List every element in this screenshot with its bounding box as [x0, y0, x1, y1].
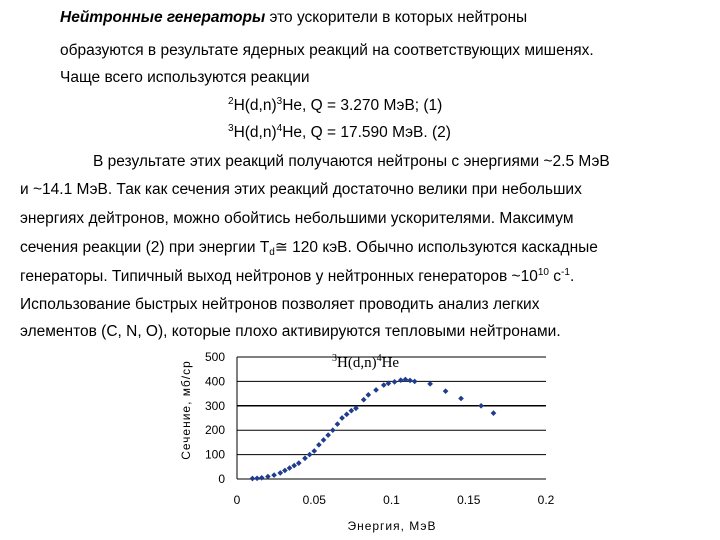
p2-l4-b: ≅ 120 кэВ. Обычно используются каскадные: [274, 239, 598, 256]
y-tick-0: 0: [218, 472, 225, 486]
data-point-10: [302, 455, 308, 461]
data-point-23: [365, 392, 371, 398]
y-tick-400: 400: [204, 374, 225, 389]
x-tick-0.2: 0.2: [537, 493, 555, 507]
chart-axes: [237, 357, 546, 479]
r1-iso-a: 2: [228, 96, 234, 107]
data-point-1: [254, 475, 260, 481]
data-point-27: [392, 379, 398, 385]
paragraph-1-line-3: Чаще всего используются реакции: [60, 69, 310, 86]
title-iso-a: 3: [332, 353, 337, 364]
data-point-14: [321, 437, 327, 443]
paragraph-2-line-2: и ~14.1 МэВ. Так как сечения этих реакций достаточно велики при небольших: [20, 181, 582, 198]
data-point-36: [491, 410, 497, 416]
data-point-4: [271, 472, 277, 478]
data-point-5: [277, 470, 283, 476]
data-point-25: [381, 382, 387, 388]
y-tick-300: 300: [204, 398, 225, 413]
data-point-20: [349, 408, 355, 414]
data-point-30: [407, 378, 413, 384]
x-tick-labels: [234, 493, 555, 507]
x-tick-0.15: 0.15: [457, 493, 481, 507]
data-point-0: [250, 476, 256, 482]
data-point-13: [316, 442, 322, 448]
y-tick-100: 100: [204, 447, 225, 462]
data-point-15: [325, 432, 331, 438]
paragraph-2-line-3: энергиях дейтронов, можно обойтись небольшими ускорителями. Максимум: [20, 210, 574, 227]
data-point-34: [458, 396, 464, 402]
data-point-9: [296, 460, 302, 466]
paragraph-2-line-1: В результате этих реакций получаются нейтроны с энергиями ~2.5 МэВ: [93, 153, 610, 170]
title-iso-c: 4: [376, 353, 382, 364]
y-tick-500: 500: [204, 350, 225, 364]
y-tick-200: 200: [204, 423, 225, 438]
y-tick-labels: [205, 350, 225, 486]
data-point-8: [291, 463, 297, 469]
p2-l5-c: .: [569, 268, 575, 285]
data-point-19: [344, 412, 350, 418]
data-point-22: [361, 397, 367, 403]
x-tick-0: 0: [233, 493, 241, 507]
data-point-17: [335, 421, 341, 427]
p2-l4-sub: d: [269, 247, 275, 258]
data-points: [250, 377, 497, 482]
chart-title: [332, 353, 399, 371]
data-point-11: [307, 452, 313, 458]
p2-l5-a: генераторы. Типичный выход нейтронов у нейтронных генераторов ~10: [20, 268, 538, 285]
paragraph-2-line-7: элементов (C, N, O), которые плохо активируются тепловыми нейтронами.: [20, 323, 561, 340]
p1-rest: это ускорители в которых нейтроны: [265, 9, 528, 26]
data-point-6: [282, 468, 288, 474]
x-tick-0.1: 0.1: [383, 493, 400, 507]
r2-iso-c: 4: [276, 123, 283, 134]
data-point-7: [287, 465, 293, 471]
data-point-18: [339, 415, 345, 421]
data-point-35: [478, 403, 484, 409]
p2-l4-a: сечения реакции (2) при энергии T: [20, 239, 270, 256]
chart-gridlines: [237, 357, 546, 455]
r1-iso-c: 3: [276, 96, 283, 107]
r1-d: He, Q = 3.270 МэВ; (1): [282, 97, 443, 114]
data-point-2: [259, 475, 265, 481]
data-point-12: [311, 448, 317, 454]
x-axis-label: Энергия, МэВ: [347, 519, 437, 533]
r2-iso-a: 3: [228, 123, 234, 134]
title-d: He: [381, 355, 400, 371]
r1-b: H(d,n): [233, 97, 277, 114]
data-point-31: [412, 379, 418, 385]
title-b: H(d,n): [337, 355, 377, 371]
r2-d: He, Q = 17.590 МэВ. (2): [282, 124, 451, 141]
data-point-16: [330, 427, 336, 433]
y-axis-label: Сечение, мб/ср: [179, 360, 193, 460]
data-point-33: [443, 388, 449, 394]
p2-l5-sup1: 10: [537, 267, 549, 278]
p2-l5-b: с: [548, 268, 562, 285]
generators-term: Нейтронные генераторы: [60, 9, 266, 26]
paragraph-2-line-6: Использование быстрых нейтронов позволяет проводить анализ легких: [20, 296, 540, 313]
paragraph-1-line-2: образуются в результате ядерных реакций на соответствующих мишенях.: [60, 42, 594, 59]
p2-l5-sup2: -1: [561, 267, 570, 278]
x-tick-0.05: 0.05: [302, 493, 326, 507]
data-point-28: [398, 377, 404, 383]
data-point-24: [373, 387, 379, 393]
r2-b: H(d,n): [233, 124, 277, 141]
